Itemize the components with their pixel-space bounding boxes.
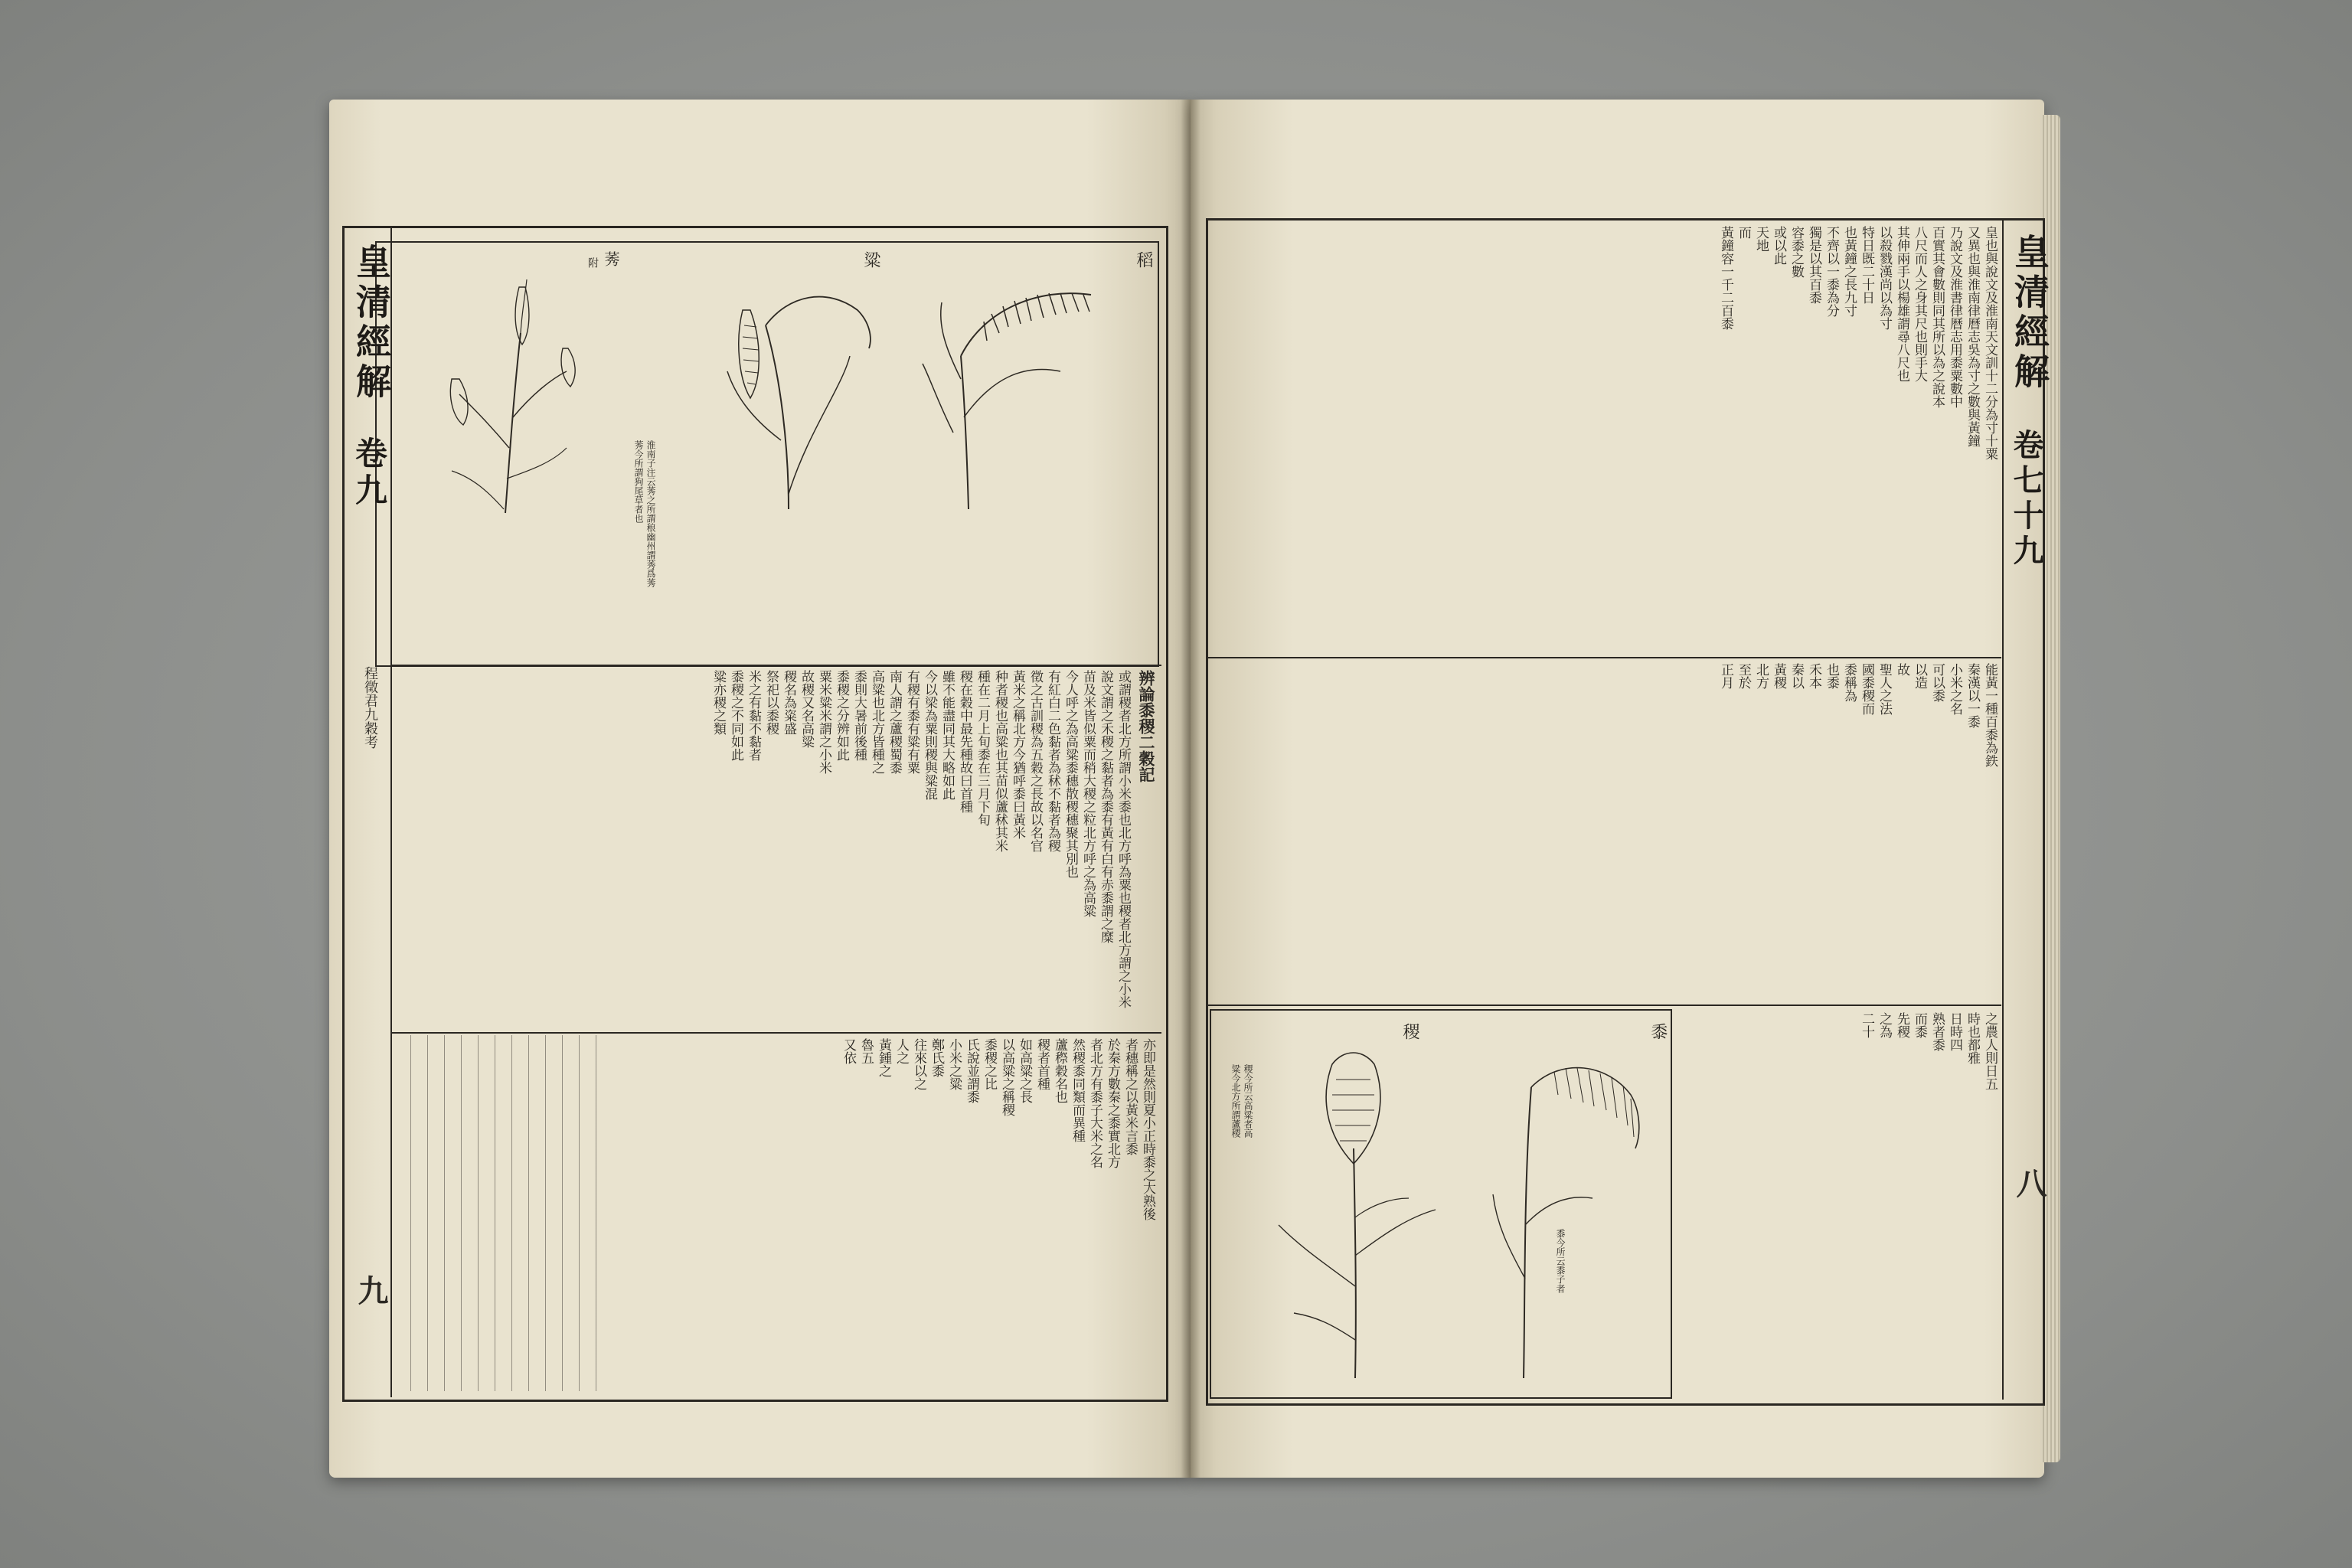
text-column: 天地 xyxy=(1753,226,1769,252)
book-gutter xyxy=(1181,100,1200,1478)
sorghum-icon xyxy=(1256,1034,1455,1386)
text-column: 黃稷 xyxy=(1771,663,1786,689)
text-column: 黃米之稱北方今猶呼黍曰黃米 xyxy=(1010,670,1025,839)
text-column: 粱亦稷之類 xyxy=(710,670,726,735)
right-running-head: 皇清經解 xyxy=(2009,234,2050,393)
right-upper-text xyxy=(1214,226,1998,655)
text-column: 稷名為粢盛 xyxy=(781,670,796,735)
text-column: 鄭氏黍 xyxy=(929,1038,944,1077)
rice-plant-icon xyxy=(907,264,1137,517)
text-column: 或謂稷者北方所謂小米黍也北方呼為粟也稷者北方謂之小米 xyxy=(1116,670,1131,1008)
foxtail-millet-icon xyxy=(674,264,888,517)
text-column: 禾本 xyxy=(1806,663,1821,689)
text-column: 黍稷之分辨如此 xyxy=(834,670,849,761)
text-column: 苗及米皆似粟而稍大稷之粒北方呼之為高粱 xyxy=(1080,670,1096,917)
text-column: 於秦方數秦之黍實北方 xyxy=(1105,1038,1120,1168)
text-column: 米之有黏不黏者 xyxy=(746,670,761,761)
text-column: 國黍稷而 xyxy=(1859,663,1874,715)
right-juan-label: 卷七十九 xyxy=(2008,429,2044,570)
text-column: 之為 xyxy=(1877,1012,1892,1038)
text-column: 黃鍾之 xyxy=(876,1038,891,1077)
left-ruled-area xyxy=(394,1035,601,1391)
left-section-rule xyxy=(392,665,1161,666)
left-lower-rule xyxy=(392,1032,1161,1034)
text-column: 聖人之法 xyxy=(1877,663,1892,715)
text-column: 獨是以其百黍 xyxy=(1806,226,1821,304)
text-column: 魯五 xyxy=(858,1038,874,1064)
left-essay-text xyxy=(398,670,1156,1030)
text-column: 日時四 xyxy=(1947,1012,1962,1051)
text-column: 至於 xyxy=(1736,663,1751,689)
text-column: 皇也與說文及淮南天文訓十二分為寸十粟 xyxy=(1982,226,1998,460)
text-column: 種在二月上旬黍在三月下旬 xyxy=(975,670,990,826)
text-column: 者穗稱之以黃米言黍 xyxy=(1122,1038,1138,1155)
text-column: 先稷 xyxy=(1894,1012,1909,1038)
text-column: 今以梁為粟則稷與粱混 xyxy=(922,670,937,800)
plant-note-2: 莠今所謂狗尾草者也 xyxy=(633,440,644,523)
text-column: 小米之粱 xyxy=(946,1038,962,1090)
text-column: 黃鐘容一千二百黍 xyxy=(1718,226,1733,330)
text-column: 以造 xyxy=(1912,663,1927,689)
text-column: 人之 xyxy=(893,1038,909,1064)
plant-label-liang: 粱 xyxy=(861,251,880,268)
right-head-rule xyxy=(2002,220,2004,1400)
left-author-line: 程徵君九穀考 xyxy=(362,666,378,749)
text-column: 正月 xyxy=(1718,663,1733,689)
text-column: 故 xyxy=(1894,663,1909,676)
right-lower-rule xyxy=(1208,1004,2001,1006)
text-column: 高粱也北方皆種之 xyxy=(869,670,884,774)
left-lower-text xyxy=(612,1038,1156,1390)
text-column: 小米之名 xyxy=(1947,663,1962,715)
text-column: 以高粱之稱稷 xyxy=(999,1038,1014,1116)
text-column: 說文謂之禾稷之黏者為黍有黃有白有赤黍謂之糜 xyxy=(1098,670,1113,943)
text-column: 然稷黍同類而異種 xyxy=(1070,1038,1085,1142)
text-column: 時也都雅 xyxy=(1965,1012,1980,1064)
text-column: 黍稷之比 xyxy=(982,1038,997,1090)
essay-title: 辨論黍稷二穀記 xyxy=(1137,670,1156,782)
text-column: 又依 xyxy=(841,1038,856,1064)
text-column: 二十 xyxy=(1859,1012,1874,1038)
text-column: 稷在穀中最先種故曰首種 xyxy=(957,670,972,813)
text-column: 雖不能盡同其大略如此 xyxy=(939,670,955,800)
text-column: 如高粱之長 xyxy=(1017,1038,1032,1103)
bristlegrass-icon xyxy=(406,264,605,517)
text-column: 蘆穄穀名也 xyxy=(1052,1038,1067,1103)
text-column: 八尺而人之身其尺也則手大 xyxy=(1912,226,1927,382)
text-column: 秦漢以一黍 xyxy=(1965,663,1980,728)
text-column: 百實其會數則同其所以為之說本 xyxy=(1929,226,1945,408)
left-running-head: 皇清經解 xyxy=(351,243,392,403)
left-head-rule xyxy=(390,227,392,1397)
text-column: 有稷有黍有粱有粟 xyxy=(904,670,920,774)
text-column: 故稷又名高粱 xyxy=(799,670,814,748)
plant-label-shu: 黍 xyxy=(1648,1023,1668,1040)
text-column: 又異也與淮南律曆志吳為寸之數與黃鐘 xyxy=(1965,226,1980,447)
text-column: 其伸兩手以楊雄謂尋八尺也 xyxy=(1894,226,1909,382)
plant-note-shu: 黍今所云黍子者 xyxy=(1555,1229,1566,1293)
right-lower-text xyxy=(1677,1012,1998,1391)
text-column: 也黃鐘之長九寸 xyxy=(1841,226,1857,317)
plant-note-ji-2: 粱今北方所謂蘆稷 xyxy=(1230,1064,1241,1138)
text-column: 也黍 xyxy=(1824,663,1839,689)
text-column: 特日既二十日 xyxy=(1859,226,1874,304)
text-column: 稷者首種 xyxy=(1034,1038,1050,1090)
plant-note-1: 淮南子注云莠之所謂稂幽州謂莠爲莠 xyxy=(645,440,656,587)
text-column: 黍稱為 xyxy=(1841,663,1857,702)
text-column: 氏說並謂黍 xyxy=(964,1038,979,1103)
text-column: 黍則大暑前後種 xyxy=(851,670,867,761)
text-column: 能黃一種百黍為鉄 xyxy=(1982,663,1998,767)
text-column: 容黍之數 xyxy=(1788,226,1804,278)
plant-label-you-tag: 附 xyxy=(586,257,599,268)
text-column: 熟者黍 xyxy=(1929,1012,1945,1051)
right-folio: 八 xyxy=(2011,1168,2047,1198)
text-column: 亦即是然則夏小正時黍之大熟後 xyxy=(1140,1038,1155,1220)
text-column: 或以此 xyxy=(1771,226,1786,265)
text-column: 以殺戮漢尚以為寸 xyxy=(1877,226,1892,330)
right-middle-text xyxy=(1214,663,1998,1000)
text-column: 乃說文及淮書律曆志用黍粟數中 xyxy=(1947,226,1962,408)
text-column: 今人呼之為高粱黍穗散稷穗聚其別也 xyxy=(1063,670,1078,878)
left-juan-label: 卷九 xyxy=(351,436,388,510)
text-column: 南人謂之蘆稷蜀黍 xyxy=(887,670,902,774)
text-column: 者北方有黍子大米之名 xyxy=(1087,1038,1102,1168)
text-column: 北方 xyxy=(1753,663,1769,689)
text-column: 可以黍 xyxy=(1929,663,1945,702)
text-column: 而黍 xyxy=(1912,1012,1927,1038)
text-column: 祭祀以黍稷 xyxy=(763,670,779,735)
plant-label-ji: 稷 xyxy=(1400,1023,1419,1040)
left-folio: 九 xyxy=(353,1275,389,1305)
text-column: 粟米粱米謂之小米 xyxy=(816,670,831,774)
text-column: 而 xyxy=(1736,226,1751,239)
text-column: 徵之古訓稷為五穀之長故以名官 xyxy=(1027,670,1043,852)
text-column: 之農人則日五 xyxy=(1982,1012,1998,1090)
plant-label-rice: 稻 xyxy=(1134,251,1153,268)
text-column: 有紅白二色黏者為秫不黏者為稷 xyxy=(1045,670,1060,852)
broomcorn-millet-icon xyxy=(1478,1034,1661,1386)
text-column: 种者稷也高粱也其苗似蘆秫其米 xyxy=(992,670,1008,852)
text-column: 往來以之 xyxy=(911,1038,926,1090)
plant-label-you: 莠 xyxy=(602,251,620,266)
text-column: 秦以 xyxy=(1788,663,1804,689)
right-middle-rule xyxy=(1208,657,2001,658)
plant-note-ji-1: 稷今所云高粱者高 xyxy=(1243,1064,1253,1138)
text-column: 黍稷之不同如此 xyxy=(728,670,743,761)
text-column: 不齊以一黍為分 xyxy=(1824,226,1839,317)
